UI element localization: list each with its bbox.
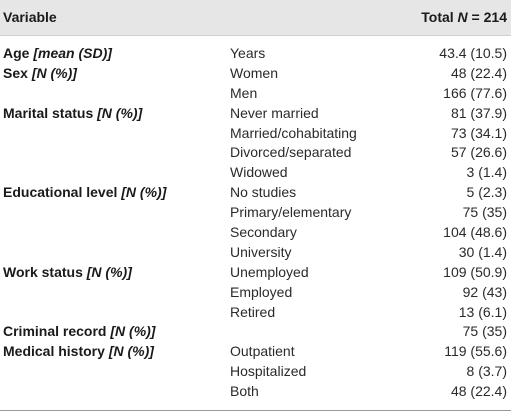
row-value: 166 (77.6) — [443, 84, 507, 101]
row-category: Unemployed — [230, 263, 309, 280]
row-value: 13 (6.1) — [458, 303, 507, 320]
variable-qualifier: [N (%)] — [108, 343, 154, 360]
row-variable — [3, 183, 166, 203]
row-value: 119 (55.6) — [444, 343, 507, 360]
row-category: Employed — [230, 283, 293, 300]
variable-name: Educational level — [3, 184, 122, 201]
row-value: 73 (34.1) — [450, 124, 507, 141]
row-value: 3 (1.4) — [466, 164, 507, 181]
row-variable — [3, 342, 154, 362]
row-category: Hospitalized — [230, 363, 307, 380]
variable-qualifier: [N (%)] — [110, 323, 156, 340]
table-header — [0, 0, 511, 36]
row-variable — [3, 263, 132, 283]
table-row — [0, 124, 511, 144]
table-row — [0, 183, 511, 203]
table-body — [0, 44, 511, 402]
table-row — [0, 104, 511, 124]
column-header-variable: Variable — [3, 9, 57, 25]
row-value: 57 (26.6) — [450, 144, 507, 161]
table-row — [0, 44, 511, 64]
row-value: 48 (22.4) — [450, 64, 507, 81]
variable-qualifier: [N (%)] — [121, 184, 167, 201]
row-category: Men — [230, 84, 258, 101]
table-row — [0, 283, 511, 303]
row-category: Widowed — [230, 164, 288, 181]
row-value: 8 (3.7) — [466, 363, 507, 380]
row-category: Women — [230, 64, 278, 81]
table-row — [0, 342, 511, 362]
table-row — [0, 362, 511, 382]
row-variable — [3, 64, 77, 84]
row-variable — [3, 322, 155, 342]
variable-name: Sex — [3, 64, 32, 81]
row-category: Outpatient — [230, 343, 295, 360]
table-row — [0, 263, 511, 283]
row-category: Divorced/separated — [230, 144, 352, 161]
row-variable — [3, 104, 142, 124]
variable-name: Marital status — [3, 104, 98, 121]
row-value: 30 (1.4) — [458, 243, 507, 260]
total-prefix: Total — [421, 9, 458, 25]
row-category: Both — [230, 383, 259, 400]
row-value: 48 (22.4) — [450, 383, 507, 400]
row-value: 5 (2.3) — [466, 184, 507, 201]
row-category: No studies — [230, 184, 297, 201]
row-variable — [3, 44, 112, 64]
table-row — [0, 223, 511, 243]
variable-qualifier: [N (%)] — [97, 104, 143, 121]
row-category: Years — [230, 45, 266, 61]
column-header-total — [421, 9, 507, 25]
table-bottom-rule — [0, 410, 511, 411]
row-category: Primary/elementary — [230, 204, 352, 221]
total-suffix: = 214 — [467, 9, 507, 25]
row-category: Never married — [230, 104, 319, 121]
row-value: 92 (43) — [462, 283, 507, 300]
row-value: 43.4 (10.5) — [439, 45, 507, 61]
total-n-symbol: N — [457, 9, 468, 25]
table-row — [0, 203, 511, 223]
row-category: Married/cohabitating — [230, 124, 357, 141]
variable-qualifier: [mean (SD)] — [33, 45, 112, 61]
table-row — [0, 382, 511, 402]
table-row — [0, 163, 511, 183]
variable-name: Age — [3, 45, 34, 61]
variable-name: Work status — [3, 263, 87, 280]
row-value: 109 (50.9) — [443, 263, 507, 280]
table-row — [0, 322, 511, 342]
row-category: University — [230, 243, 292, 260]
row-value: 75 (35) — [462, 323, 507, 340]
row-value: 75 (35) — [462, 204, 507, 221]
table-row — [0, 243, 511, 263]
variable-qualifier: [N (%)] — [31, 64, 77, 81]
row-category: Secondary — [230, 224, 297, 241]
variable-name: Medical history — [3, 343, 109, 360]
table-row — [0, 84, 511, 104]
variable-qualifier: [N (%)] — [86, 263, 132, 280]
variable-name: Criminal record — [3, 323, 111, 340]
table-row — [0, 303, 511, 323]
row-value: 104 (48.6) — [443, 224, 507, 241]
table-row — [0, 143, 511, 163]
row-value: 81 (37.9) — [450, 104, 507, 121]
row-category: Retired — [230, 303, 276, 320]
table-row — [0, 64, 511, 84]
